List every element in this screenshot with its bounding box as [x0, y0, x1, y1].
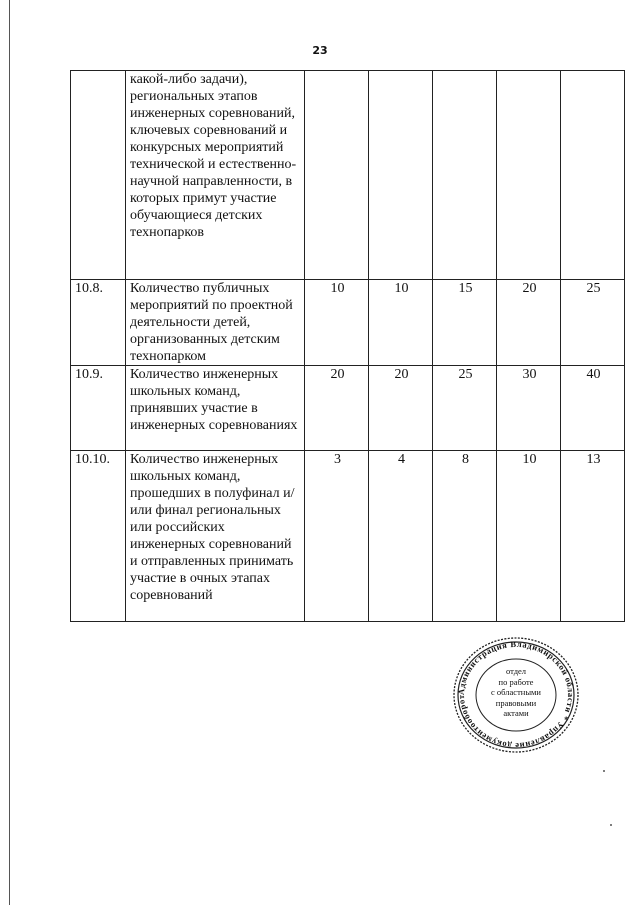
stamp-line: с областными: [491, 687, 541, 697]
row-value: 4: [369, 451, 433, 622]
row-value: 25: [433, 366, 497, 451]
row-value: 8: [433, 451, 497, 622]
table-row: [71, 366, 625, 451]
scan-speck: [610, 824, 612, 826]
page-number: 23: [312, 44, 328, 57]
row-description: Количество инженерных школьных команд, прошедших в полуфинал и/или финал региональных или российских инженерных соревнований и отправленных принимать участие в очных этапах соревнований: [126, 451, 305, 622]
row-description: Количество инженерных школьных команд, принявших участие в инженерных соревнованиях: [126, 366, 305, 451]
row-number: [71, 71, 126, 280]
stamp-line: актами: [503, 708, 529, 718]
row-value: 3: [305, 451, 369, 622]
row-value: 20: [305, 366, 369, 451]
row-number: 10.8.: [71, 280, 126, 366]
indicator-table: [70, 70, 625, 622]
row-number: 10.9.: [71, 366, 126, 451]
row-description: Количество публичных мероприятий по проектной деятельности детей, организованных детским технопарком: [126, 280, 305, 366]
row-value: [561, 71, 625, 280]
stamp-outer-text: Администрация Владимирской области * Управление документооборот: [455, 638, 577, 752]
row-value: 25: [561, 280, 625, 366]
row-value: 20: [497, 280, 561, 366]
table-row: [71, 280, 625, 366]
row-value: 10: [369, 280, 433, 366]
page-left-edge: [9, 0, 10, 905]
stamp-inner-text: [452, 666, 580, 719]
row-value: 15: [433, 280, 497, 366]
scan-speck: [603, 770, 605, 772]
stamp-line: правовыми: [495, 697, 537, 708]
official-stamp: [452, 636, 580, 754]
row-value: [305, 71, 369, 280]
stamp-line: отдел: [505, 666, 527, 676]
row-value: 30: [497, 366, 561, 451]
row-value: [433, 71, 497, 280]
row-value: 40: [561, 366, 625, 451]
row-value: 20: [369, 366, 433, 451]
table-row: [71, 451, 625, 622]
row-value: 10: [497, 451, 561, 622]
row-value: [497, 71, 561, 280]
row-description: какой-либо задачи), региональных этапов инженерных соревнований, ключевых соревнований и конкурсных мероприятий технической и естественно-научной направленности, в которых примут участие обучающиеся детских технопарков: [126, 71, 305, 280]
row-number: 10.10.: [71, 451, 126, 622]
stamp-line: по работе: [498, 676, 534, 687]
row-value: [369, 71, 433, 280]
row-value: 13: [561, 451, 625, 622]
table-row: [71, 71, 625, 280]
row-value: 10: [305, 280, 369, 366]
